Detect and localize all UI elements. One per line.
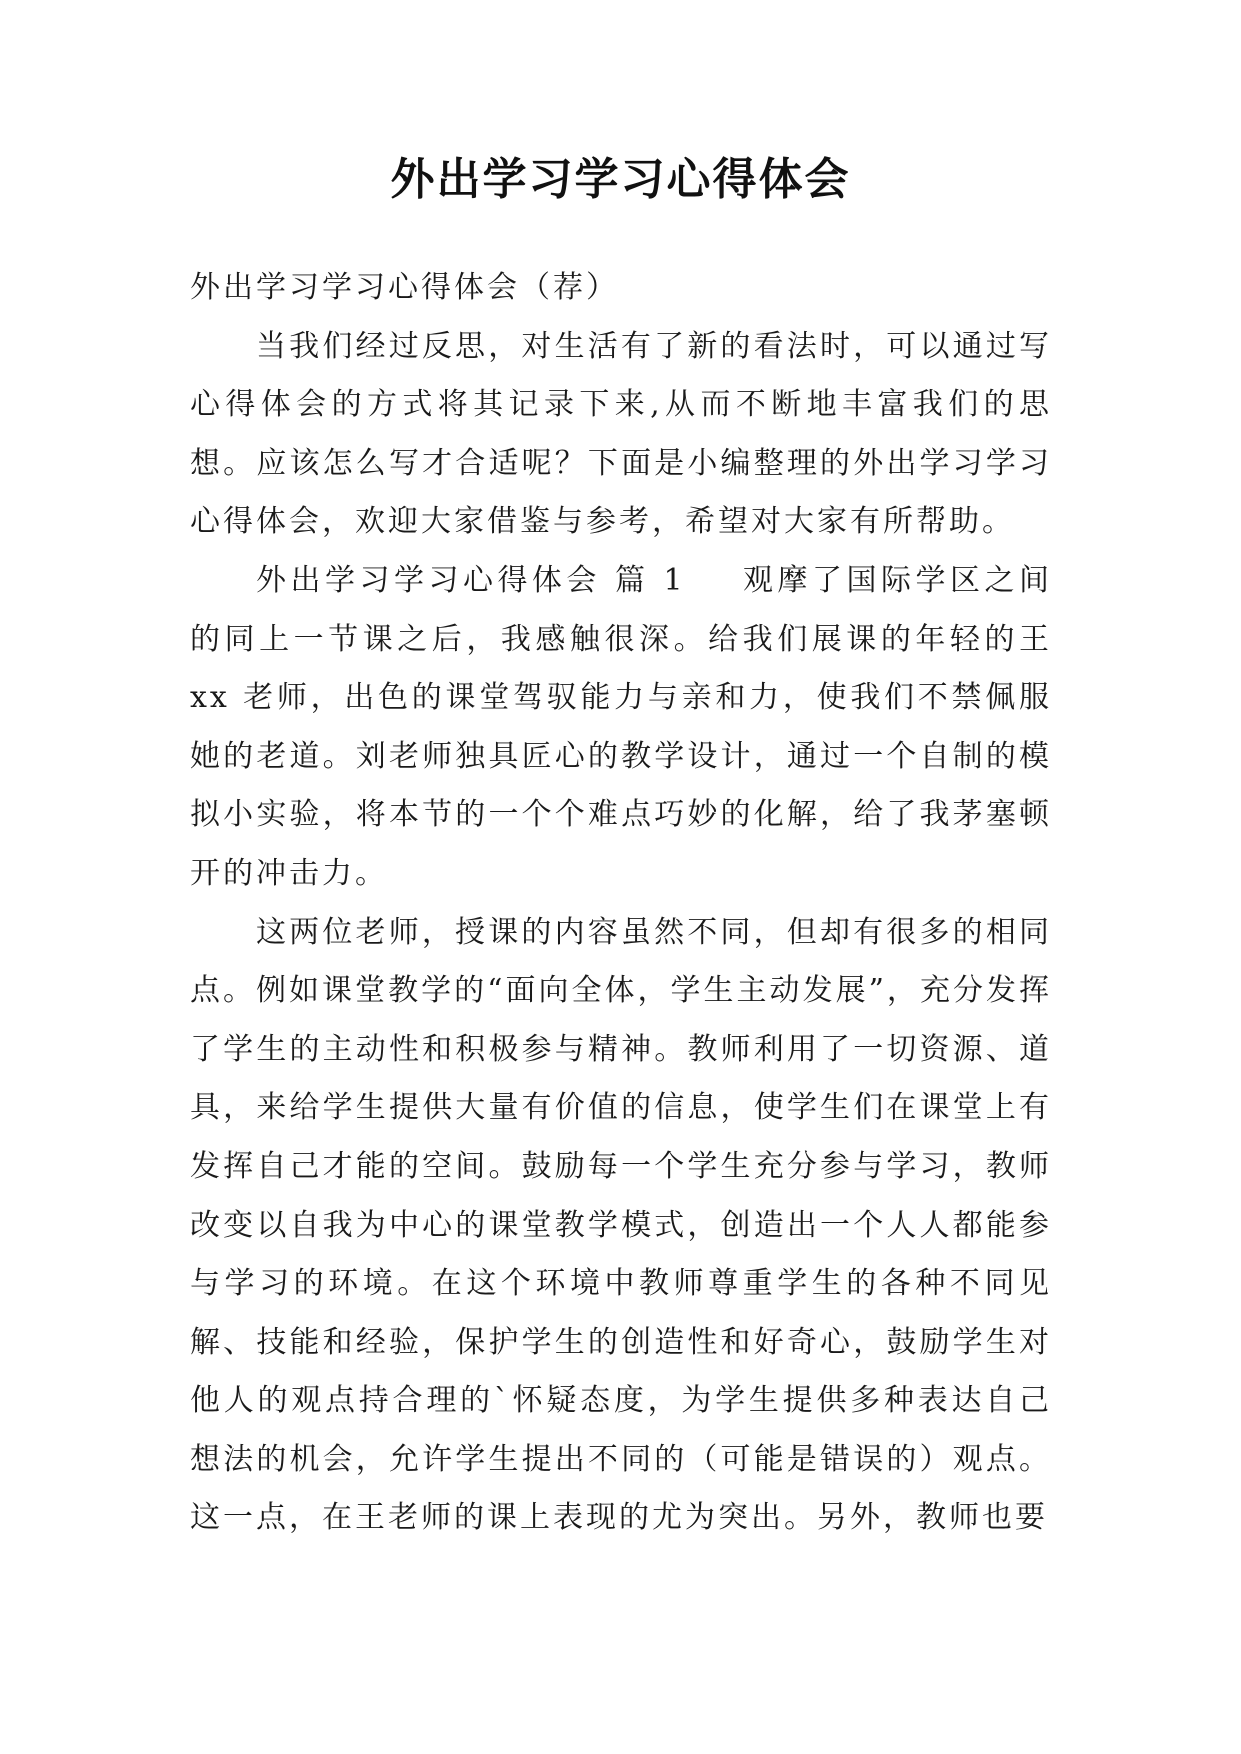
document-body: [190, 259, 1052, 1548]
body-paragraph-2: 这两位老师，授课的内容虽然不同，但却有很多的相同点。例如课堂教学的“面向全体，学生主动发展”，充分发挥了学生的主动性和积极参与精神。教师利用了一切资源、道具，来给学生提供大量有价值的信息，使学生们在课堂上有发挥自己才能的空间。鼓励每一个学生充分参与学习，教师改变以自我为中心的课堂教学模式，创造出一个人人都能参与学习的环境。在这个环境中教师尊重学生的各种不同见解、技能和经验，保护学生的创造性和好奇心，鼓励学生对他人的观点持合理的`怀疑态度，为学生提供多种表达自己想法的机会，允许学生提出不同的（可能是错误的）观点。这一点，在王老师的课上表现的尤为突出。另外，教师也要: [190, 914, 1052, 1536]
section-1-heading: 外出学习学习心得体会 篇 1: [256, 562, 686, 598]
section-1-paragraph: [190, 552, 1052, 904]
document-title: 外出学习学习心得体会: [390, 154, 851, 205]
section-1-text: 观摩了国际学区之间的同上一节课之后，我感触很深。给我们展课的年轻的王 xx 老师，出色的课堂驾驭能力与亲和力，使我们不禁佩服她的老道。刘老师独具匠心的教学设计，通过一个自制的模拟小实验，将本节的一个个难点巧妙的化解，给了我茅塞顿开的冲击力。: [190, 562, 1052, 891]
document-subtitle: 外出学习学习心得体会（荐）: [190, 270, 619, 305]
intro-paragraph: 当我们经过反思，对生活有了新的看法时，可以通过写心得体会的方式将其记录下来,从而不断地丰富我们的思想。应该怎么写才合适呢？下面是小编整理的外出学习学习心得体会，欢迎大家借鉴与参考，希望对大家有所帮助。: [190, 328, 1052, 540]
